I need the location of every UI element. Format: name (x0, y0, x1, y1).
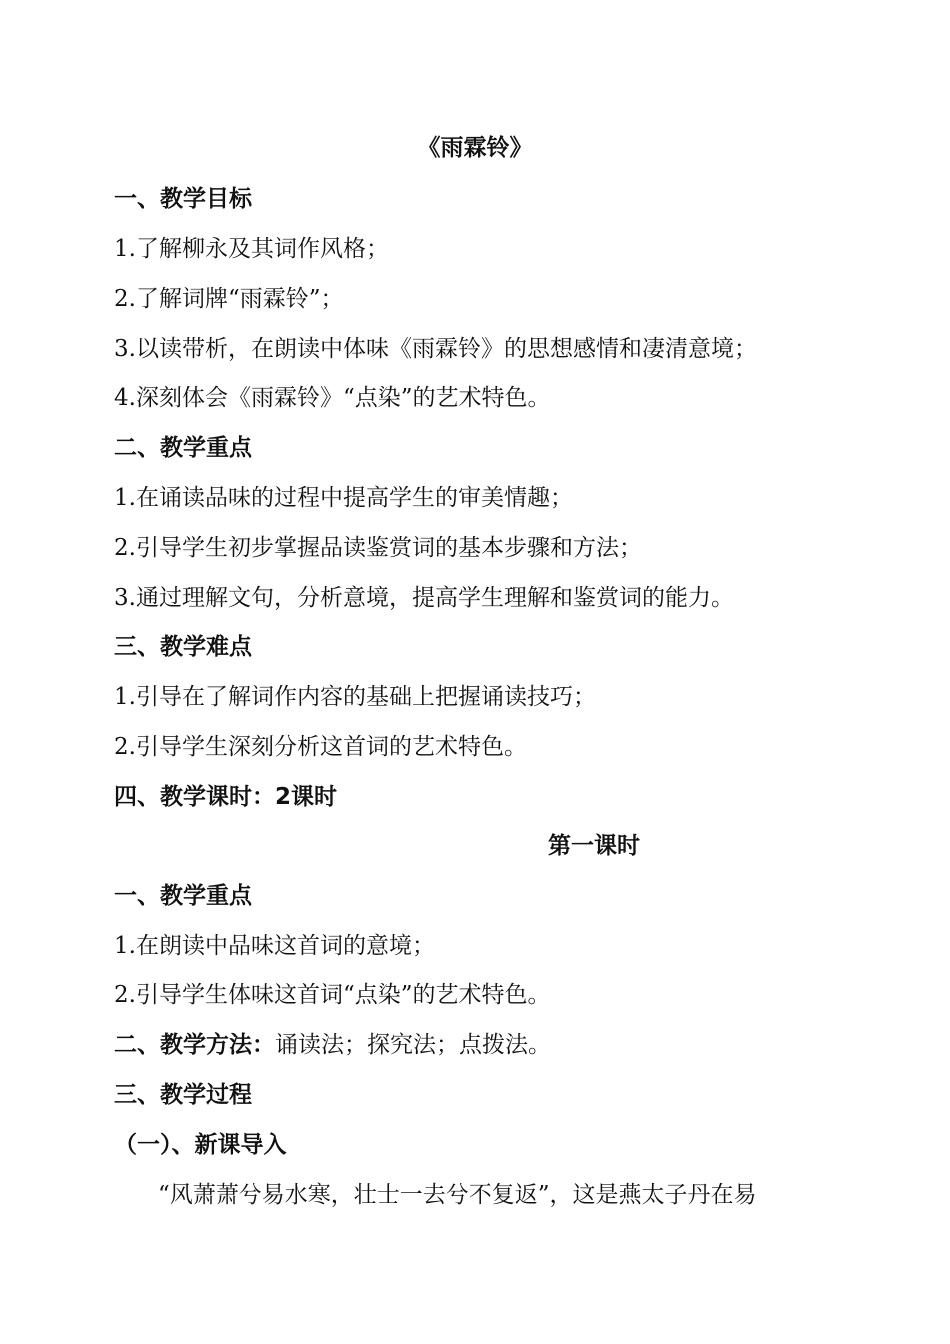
process-sub-heading: （一）、新课导入 (114, 1132, 287, 1158)
lesson1-key-points-heading: 一、教学重点 (114, 883, 252, 909)
difficulty-item-1: 1.引导在了解词作内容的基础上把握诵读技巧； (114, 684, 596, 710)
lesson1-key-point-item-1: 1.在朗读中品味这首词的意境； (114, 933, 435, 959)
lesson1-key-point-item-2: 2.引导学生体味这首词“点染”的艺术特色。 (114, 982, 551, 1008)
objectives-heading: 一、教学目标 (114, 186, 252, 212)
objective-item-2: 2.了解词牌“雨霖铃”； (114, 286, 344, 312)
key-point-item-2: 2.引导学生初步掌握品读鉴赏词的基本步骤和方法； (114, 535, 642, 561)
process-heading: 三、教学过程 (114, 1082, 252, 1108)
objective-item-3: 3.以读带析，在朗读中体味《雨霖铃》的思想感情和凄清意境； (114, 336, 757, 362)
key-point-item-3: 3.通过理解文句，分析意境，提高学生理解和鉴赏词的能力。 (114, 585, 734, 611)
methods-heading: 二、教学方法： (114, 1032, 275, 1058)
difficulties-heading: 三、教学难点 (114, 634, 252, 660)
objective-item-1: 1.了解柳永及其词作风格； (114, 236, 389, 262)
methods-text: 诵读法；探究法；点拨法。 (275, 1032, 551, 1058)
document-title: 《雨霖铃》 (417, 135, 533, 161)
difficulty-item-2: 2.引导学生深刻分析这首词的艺术特色。 (114, 734, 527, 760)
hours-heading: 四、教学课时：2课时 (114, 784, 338, 810)
lesson1-title: 第一课时 (548, 833, 640, 859)
lesson1-methods-line (114, 1027, 854, 1063)
key-points-heading: 二、教学重点 (114, 435, 252, 461)
key-point-item-1: 1.在诵读品味的过程中提高学生的审美情趣； (114, 485, 573, 511)
objective-item-4: 4.深刻体会《雨霖铃》“点染”的艺术特色。 (114, 385, 551, 411)
intro-paragraph: “风萧萧兮易水寒，壮士一去兮不复返”，这是燕太子丹在易 (158, 1182, 757, 1208)
